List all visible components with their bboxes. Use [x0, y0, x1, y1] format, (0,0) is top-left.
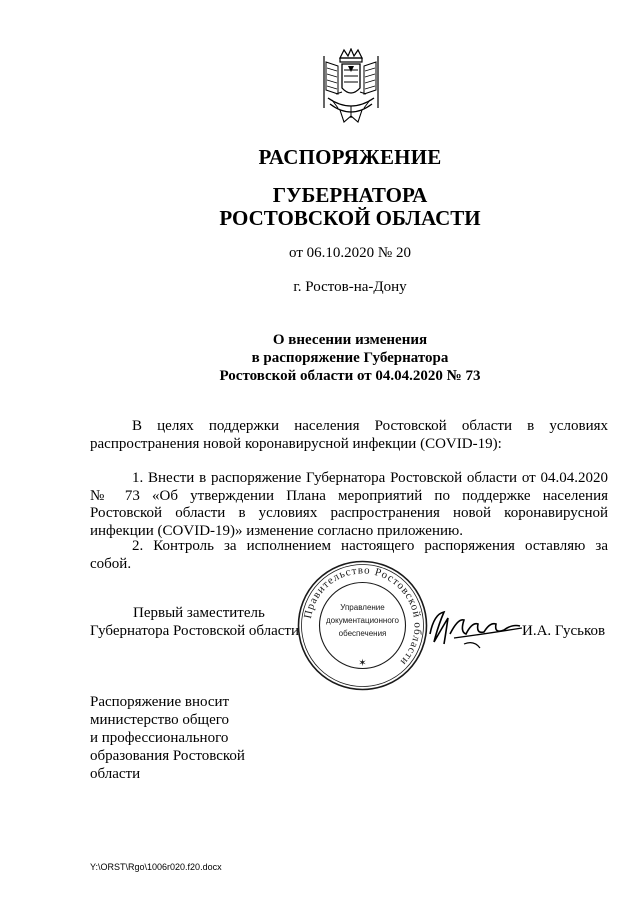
signatory-position-line-1: Первый заместитель	[133, 605, 265, 621]
submitted-by-line-3: и профессионального	[90, 730, 229, 746]
document-place: г. Ростов-на-Дону	[293, 279, 407, 295]
handwritten-signature	[424, 604, 526, 652]
submitted-by-line-4: образования Ростовской	[90, 748, 245, 764]
signatory-name: И.А. Гуськов	[522, 623, 606, 639]
submitted-by-line-5: области	[90, 766, 141, 782]
svg-text:документационного: документационного	[326, 616, 399, 625]
subject-line-1: О внесении изменения	[272, 332, 428, 348]
coat-of-arms-emblem	[318, 48, 384, 128]
document-type-title: РАСПОРЯЖЕНИЕ	[258, 145, 442, 169]
signatory-position	[90, 605, 299, 640]
signatory-position-line-2: Губернатора Ростовской области	[90, 622, 300, 639]
document-date-number: от 06.10.2020 № 20	[289, 245, 411, 261]
document-subject	[30, 331, 640, 385]
submitted-by-line-1: Распоряжение вносит	[90, 694, 230, 710]
subject-line-3: Ростовской области от 04.04.2020 № 73	[219, 368, 481, 384]
svg-text:Управление: Управление	[340, 603, 385, 612]
body-paragraph-item-1: 1. Внести в распоряжение Губернатора Ростовской области от 04.04.2020 № 73 «Об утверждении Плана мероприятий по поддержке населения Ростовской области в условиях распространения новой коронавирусной инфекции (COVID-19)» изменение согласно приложению.	[90, 470, 608, 539]
authority-line-2: РОСТОВСКОЙ ОБЛАСТИ	[219, 206, 481, 230]
official-stamp-seal	[295, 558, 430, 693]
submitted-by-note	[90, 693, 245, 783]
submitted-by-line-2: министерство общего	[90, 712, 230, 728]
body-paragraph-item-2: 2. Контроль за исполнением настоящего распоряжения оставляю за собой.	[90, 538, 608, 572]
svg-text:Правительство Ростовской облас: Правительство Ростовской области	[301, 564, 424, 669]
file-path-footer: Y:\ORST\Rgo\1006r020.f20.docx	[90, 862, 222, 872]
authority-line-1: ГУБЕРНАТОРА	[272, 183, 428, 207]
svg-text:обеспечения: обеспечения	[338, 629, 387, 638]
subject-line-2: в распоряжение Губернатора	[251, 350, 449, 366]
body-paragraph-preamble: В целях поддержки населения Ростовской области в условиях распространения новой коронавирусной инфекции (COVID-19):	[90, 418, 608, 452]
svg-text:✶: ✶	[358, 658, 367, 669]
